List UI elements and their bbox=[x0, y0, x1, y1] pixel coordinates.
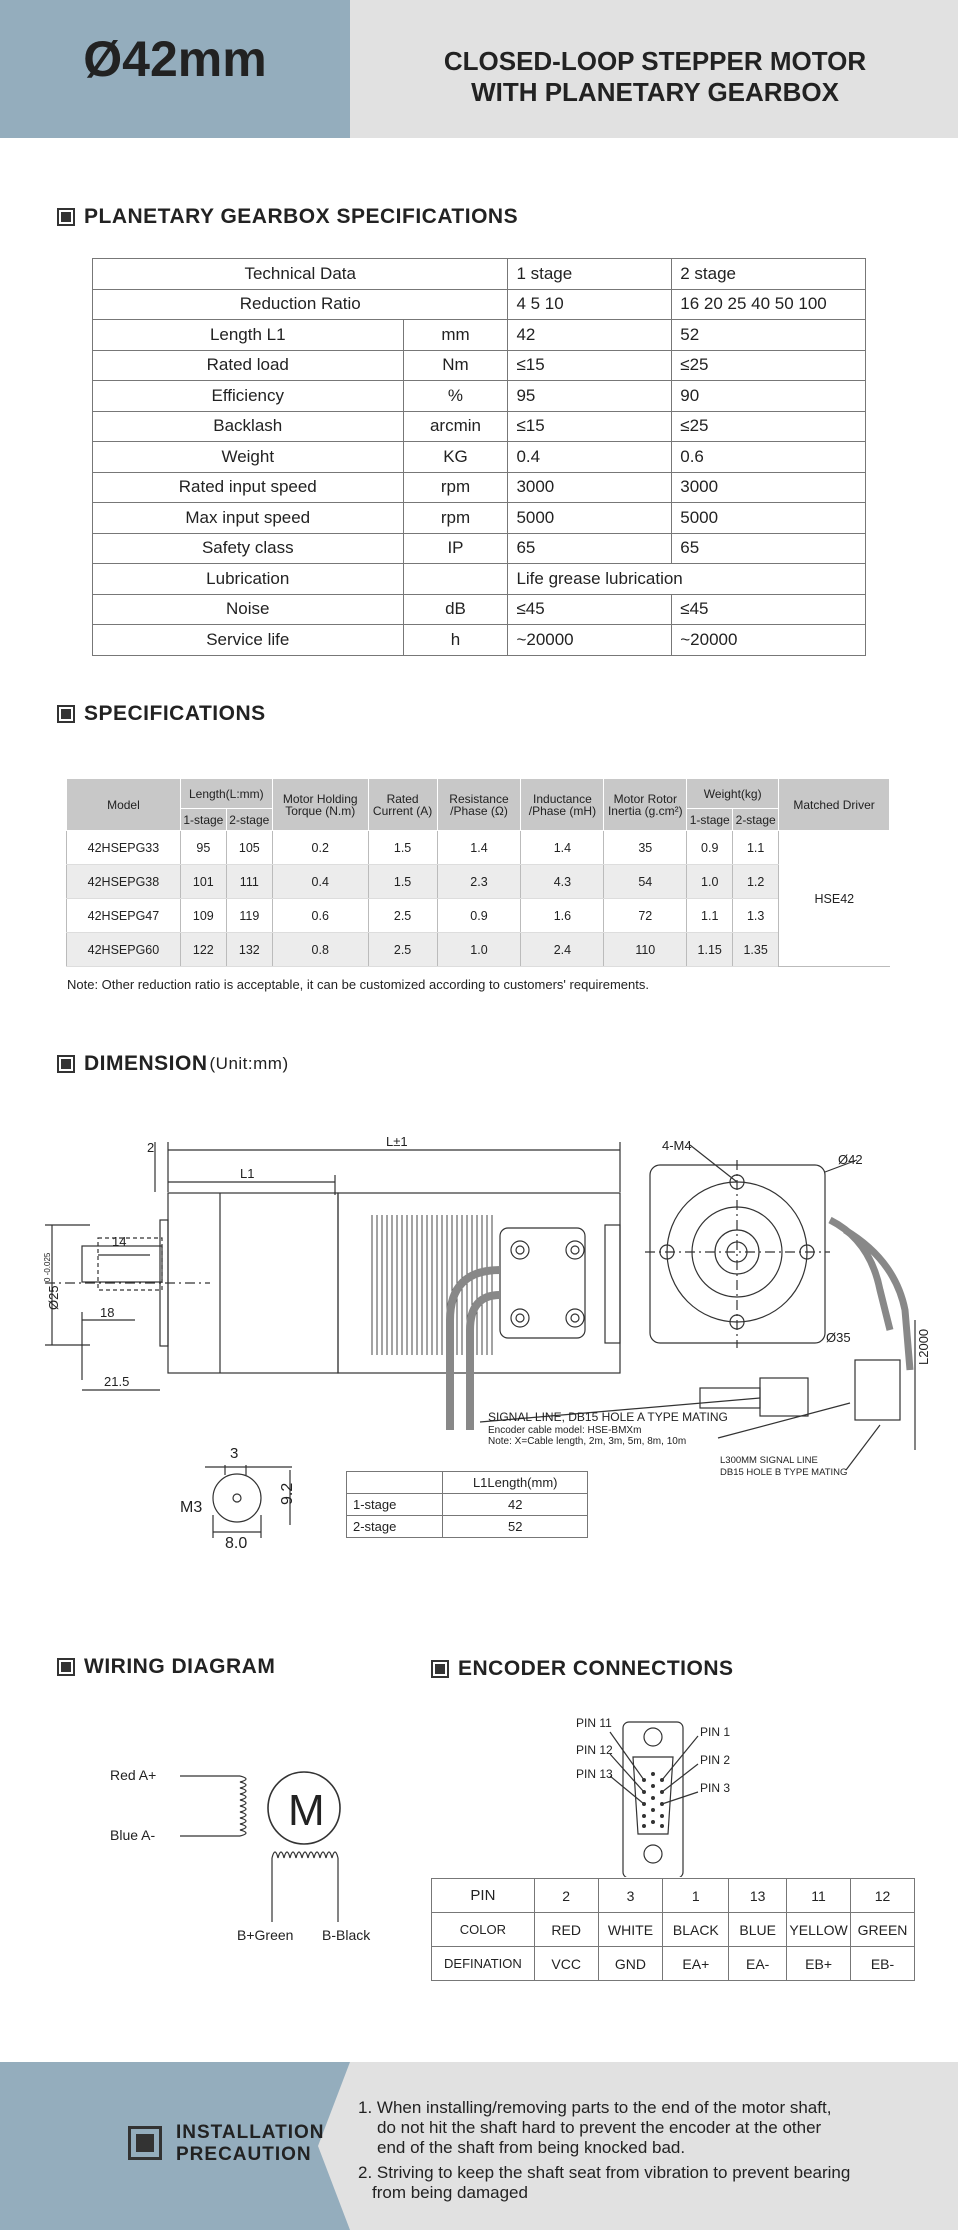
wiring-diagram bbox=[100, 1740, 400, 1950]
dim-label-2: 2 bbox=[147, 1140, 155, 1155]
dim-label-9-2: 9.2 bbox=[279, 1482, 296, 1505]
square-bullet-icon bbox=[431, 1660, 449, 1678]
dim-label-l-total: L±1 bbox=[386, 1134, 408, 1149]
matched-driver-cell: HSE42 bbox=[779, 831, 890, 967]
gearbox-cell: Rated input speed bbox=[93, 472, 404, 503]
gearbox-cell: 52 bbox=[672, 320, 866, 351]
spec-cell: 1.35 bbox=[733, 933, 779, 967]
spec-cell: 105 bbox=[226, 831, 272, 865]
precaution-text: 1. When installing/removing parts to the end of the motor shaft, bbox=[358, 2098, 832, 2117]
spec-cell: 109 bbox=[180, 899, 226, 933]
gearbox-cell: Service life bbox=[93, 625, 404, 656]
spec-cell: 101 bbox=[180, 865, 226, 899]
precaution-item-1 bbox=[358, 2098, 831, 2158]
motor-size-title: Ø42mm bbox=[83, 31, 267, 87]
spec-cell: 1.0 bbox=[687, 865, 733, 899]
precaution-label-line2: PRECAUTION bbox=[176, 2144, 312, 2165]
gearbox-cell: ≤45 bbox=[672, 594, 866, 625]
spec-header-length-stage1: 1-stage bbox=[180, 809, 226, 831]
wire-label-black: B-Black bbox=[322, 1927, 371, 1943]
spec-cell: 95 bbox=[180, 831, 226, 865]
gearbox-heading-text: PLANETARY GEARBOX SPECIFICATIONS bbox=[84, 205, 519, 228]
gearbox-cell: Weight bbox=[93, 442, 404, 473]
spec-cell: 1.15 bbox=[687, 933, 733, 967]
gearbox-cell: Lubrication bbox=[93, 564, 404, 595]
pin-cell: BLACK bbox=[663, 1913, 729, 1947]
customization-note: Note: Other reduction ratio is acceptable, it can be customized according to customers' requirements. bbox=[67, 977, 649, 992]
gearbox-row bbox=[93, 564, 866, 595]
pin13-label: PIN 13 bbox=[576, 1767, 613, 1781]
pin-cell: EB+ bbox=[787, 1947, 851, 1981]
gearbox-cell: 65 bbox=[672, 533, 866, 564]
dim-label-14: 14 bbox=[112, 1234, 127, 1249]
gearbox-row bbox=[93, 442, 866, 473]
spec-cell: 1.5 bbox=[368, 865, 437, 899]
dim-label-l1: L1 bbox=[240, 1166, 255, 1181]
l1-table-value: 52 bbox=[443, 1516, 588, 1538]
gearbox-cell bbox=[403, 564, 508, 595]
pin-row bbox=[432, 1947, 915, 1981]
gearbox-cell: dB bbox=[403, 594, 508, 625]
precaution-text: end of the shaft from being knocked bad. bbox=[377, 2138, 686, 2157]
dim-label-shaft-dia: Ø25 bbox=[46, 1285, 61, 1310]
spec-row bbox=[67, 831, 890, 865]
l1-table-stage: 2-stage bbox=[347, 1516, 443, 1538]
wire-label-green: B+Green bbox=[237, 1927, 294, 1943]
pin-cell: BLUE bbox=[729, 1913, 787, 1947]
pin-row-label: PIN bbox=[432, 1879, 535, 1913]
precaution-label bbox=[176, 2122, 325, 2166]
precaution-icon bbox=[128, 2126, 162, 2160]
spec-cell: 2.4 bbox=[521, 933, 604, 967]
spec-header-model: Model bbox=[67, 779, 181, 831]
spec-cell: 122 bbox=[180, 933, 226, 967]
spec-header-inductance: Inductance /Phase (mH) bbox=[521, 779, 604, 831]
spec-header-weight-stage2: 2-stage bbox=[733, 809, 779, 831]
l1-table-value: 42 bbox=[443, 1494, 588, 1516]
gearbox-row bbox=[93, 472, 866, 503]
square-bullet-icon bbox=[57, 705, 75, 723]
gearbox-cell: 16 20 25 40 50 100 bbox=[672, 289, 866, 320]
spec-cell: 35 bbox=[604, 831, 687, 865]
gearbox-cell: 0.6 bbox=[672, 442, 866, 473]
pin-cell: 1 bbox=[663, 1879, 729, 1913]
gearbox-row bbox=[93, 625, 866, 656]
spec-cell: 54 bbox=[604, 865, 687, 899]
spec-cell: 110 bbox=[604, 933, 687, 967]
gearbox-cell: Reduction Ratio bbox=[93, 289, 508, 320]
spec-header-torque: Motor Holding Torque (N.m) bbox=[272, 779, 368, 831]
l1-table-header: L1Length(mm) bbox=[443, 1472, 588, 1494]
signal-line-title: SIGNAL LINE, DB15 HOLE A TYPE MATING bbox=[488, 1410, 728, 1424]
pin3-label: PIN 3 bbox=[700, 1781, 731, 1795]
gearbox-cell: ~20000 bbox=[508, 625, 672, 656]
spec-cell: 1.6 bbox=[521, 899, 604, 933]
spec-cell: 0.4 bbox=[272, 865, 368, 899]
dim-label-4m4: 4-M4 bbox=[662, 1138, 692, 1153]
gearbox-cell: Nm bbox=[403, 350, 508, 381]
gearbox-cell: 90 bbox=[672, 381, 866, 412]
spec-cell: 42HSEPG33 bbox=[67, 831, 181, 865]
precaution-text: 2. Striving to keep the shaft seat from vibration to prevent bearing bbox=[358, 2163, 851, 2182]
dim-label-d35: Ø35 bbox=[826, 1330, 851, 1345]
gearbox-cell: ≤15 bbox=[508, 411, 672, 442]
gearbox-cell: h bbox=[403, 625, 508, 656]
pin11-label: PIN 11 bbox=[576, 1716, 612, 1730]
gearbox-cell: arcmin bbox=[403, 411, 508, 442]
pin-cell: 12 bbox=[851, 1879, 915, 1913]
pin-cell: EA+ bbox=[663, 1947, 729, 1981]
pin-row-label: COLOR bbox=[432, 1913, 535, 1947]
spec-cell: 42HSEPG60 bbox=[67, 933, 181, 967]
motor-symbol: M bbox=[288, 1786, 325, 1835]
dimension-heading-text: DIMENSION bbox=[84, 1052, 208, 1075]
pin-cell: EB- bbox=[851, 1947, 915, 1981]
dim-label-l2000: L2000 bbox=[916, 1328, 931, 1365]
gearbox-cell: 42 bbox=[508, 320, 672, 351]
l1-table-stage: 1-stage bbox=[347, 1494, 443, 1516]
gearbox-row bbox=[93, 350, 866, 381]
gearbox-cell: KG bbox=[403, 442, 508, 473]
gearbox-spec-table bbox=[92, 258, 866, 656]
spec-cell: 1.3 bbox=[733, 899, 779, 933]
spec-cell: 1.4 bbox=[521, 831, 604, 865]
wire-label-blue: Blue A- bbox=[110, 1827, 156, 1843]
pin-cell: 13 bbox=[729, 1879, 787, 1913]
gearbox-cell: Backlash bbox=[93, 411, 404, 442]
spec-cell: 111 bbox=[226, 865, 272, 899]
pin2-label: PIN 2 bbox=[700, 1753, 731, 1767]
gearbox-cell: ≤45 bbox=[508, 594, 672, 625]
encoder-pin-table bbox=[431, 1878, 915, 1981]
spec-cell: 0.2 bbox=[272, 831, 368, 865]
square-bullet-icon bbox=[57, 1055, 75, 1073]
signal-line-model: Encoder cable model: HSE-BMXm bbox=[488, 1425, 642, 1436]
spec-cell: 2.5 bbox=[368, 899, 437, 933]
pin-cell: RED bbox=[534, 1913, 598, 1947]
gearbox-row bbox=[93, 411, 866, 442]
gearbox-cell: Rated load bbox=[93, 350, 404, 381]
gearbox-row bbox=[93, 533, 866, 564]
spec-header-weight-stage1: 1-stage bbox=[687, 809, 733, 831]
gearbox-cell: Length L1 bbox=[93, 320, 404, 351]
specifications-section-heading bbox=[57, 702, 266, 726]
gearbox-cell: Safety class bbox=[93, 533, 404, 564]
spec-cell: 119 bbox=[226, 899, 272, 933]
gearbox-cell: 4 5 10 bbox=[508, 289, 672, 320]
spec-header-resistance: Resistance /Phase (Ω) bbox=[437, 779, 521, 831]
spec-cell: 0.9 bbox=[687, 831, 733, 865]
pin-cell: 2 bbox=[534, 1879, 598, 1913]
gearbox-row bbox=[93, 503, 866, 534]
specifications-heading-text: SPECIFICATIONS bbox=[84, 702, 266, 725]
dim-label-21-5: 21.5 bbox=[104, 1374, 130, 1389]
precaution-item-2 bbox=[358, 2163, 850, 2203]
gearbox-cell: 5000 bbox=[508, 503, 672, 534]
pin-row-label: DEFINATION bbox=[432, 1947, 535, 1981]
spec-row bbox=[67, 865, 890, 899]
spec-cell: 1.5 bbox=[368, 831, 437, 865]
spec-cell: 1.0 bbox=[437, 933, 521, 967]
pin-cell: YELLOW bbox=[787, 1913, 851, 1947]
spec-row bbox=[67, 933, 890, 967]
gearbox-cell: Noise bbox=[93, 594, 404, 625]
pin1-label: PIN 1 bbox=[700, 1725, 731, 1739]
spec-cell: 1.1 bbox=[733, 831, 779, 865]
gearbox-cell: 5000 bbox=[672, 503, 866, 534]
pin-cell: VCC bbox=[534, 1947, 598, 1981]
specifications-table bbox=[66, 778, 890, 967]
gearbox-cell: Efficiency bbox=[93, 381, 404, 412]
product-title-line1: CLOSED-LOOP STEPPER MOTOR bbox=[443, 46, 867, 76]
dim-label-3: 3 bbox=[230, 1445, 239, 1462]
l1-table-blank bbox=[347, 1472, 443, 1494]
dim-label-m3: M3 bbox=[180, 1499, 203, 1516]
gearbox-row bbox=[93, 289, 866, 320]
spec-cell: 0.8 bbox=[272, 933, 368, 967]
gearbox-cell: Max input speed bbox=[93, 503, 404, 534]
dim-label-shaft-tol: 0 -0.025 bbox=[43, 1252, 52, 1282]
dim-label-d42: Ø42 bbox=[838, 1152, 863, 1167]
l1-length-table bbox=[346, 1471, 588, 1538]
dimension-unit-text: (Unit:mm) bbox=[209, 1054, 289, 1073]
spec-header-inertia: Motor Rotor Inertia (g.cm²) bbox=[604, 779, 687, 831]
gearbox-row bbox=[93, 320, 866, 351]
encoder-section-heading bbox=[431, 1657, 734, 1681]
gearbox-cell: 0.4 bbox=[508, 442, 672, 473]
pin-row bbox=[432, 1913, 915, 1947]
spec-cell: 0.6 bbox=[272, 899, 368, 933]
gearbox-cell: ≤25 bbox=[672, 350, 866, 381]
precaution-label-line1: INSTALLATION bbox=[176, 2122, 325, 2143]
spec-cell: 1.2 bbox=[733, 865, 779, 899]
wiring-section-heading bbox=[57, 1655, 275, 1679]
spec-cell: 42HSEPG47 bbox=[67, 899, 181, 933]
spec-cell: 0.9 bbox=[437, 899, 521, 933]
precaution-text: from being damaged bbox=[372, 2183, 528, 2202]
gearbox-cell: Technical Data bbox=[93, 259, 508, 290]
pin-cell: EA- bbox=[729, 1947, 787, 1981]
spec-cell: 1.1 bbox=[687, 899, 733, 933]
product-title-line2: WITH PLANETARY GEARBOX bbox=[471, 77, 839, 107]
gearbox-row bbox=[93, 381, 866, 412]
gearbox-cell: % bbox=[403, 381, 508, 412]
gearbox-cell: 65 bbox=[508, 533, 672, 564]
gearbox-cell: rpm bbox=[403, 503, 508, 534]
spec-header-length: Length(L:mm) bbox=[180, 779, 272, 809]
spec-row bbox=[67, 899, 890, 933]
gearbox-cell: 3000 bbox=[508, 472, 672, 503]
pin-cell: 3 bbox=[598, 1879, 663, 1913]
square-bullet-icon bbox=[57, 1658, 75, 1676]
pin-cell: GND bbox=[598, 1947, 663, 1981]
gearbox-cell: ≤15 bbox=[508, 350, 672, 381]
pin-row bbox=[432, 1879, 915, 1913]
gearbox-cell: ≤25 bbox=[672, 411, 866, 442]
spec-header-weight: Weight(kg) bbox=[687, 779, 779, 809]
gearbox-cell: Life grease lubrication bbox=[508, 564, 866, 595]
gearbox-cell: 95 bbox=[508, 381, 672, 412]
spec-header-current: Rated Current (A) bbox=[368, 779, 437, 831]
pin-cell: 11 bbox=[787, 1879, 851, 1913]
spec-cell: 2.3 bbox=[437, 865, 521, 899]
gearbox-cell: 1 stage bbox=[508, 259, 672, 290]
precaution-text: do not hit the shaft hard to prevent the encoder at the other bbox=[377, 2118, 822, 2137]
pin-cell: WHITE bbox=[598, 1913, 663, 1947]
gearbox-cell: mm bbox=[403, 320, 508, 351]
gearbox-row bbox=[93, 259, 866, 290]
pin-cell: GREEN bbox=[851, 1913, 915, 1947]
wiring-heading-text: WIRING DIAGRAM bbox=[84, 1655, 276, 1678]
signal-line-note: Note: X=Cable length, 2m, 3m, 5m, 8m, 10m bbox=[488, 1436, 687, 1447]
spec-cell: 1.4 bbox=[437, 831, 521, 865]
dim-label-18: 18 bbox=[100, 1305, 115, 1320]
spec-header-length-stage2: 2-stage bbox=[226, 809, 272, 831]
spec-header-driver: Matched Driver bbox=[779, 779, 890, 831]
spec-cell: 4.3 bbox=[521, 865, 604, 899]
square-bullet-icon bbox=[57, 208, 75, 226]
gearbox-cell: rpm bbox=[403, 472, 508, 503]
l300-label-1: L300MM SIGNAL LINE bbox=[720, 1455, 818, 1466]
spec-cell: 42HSEPG38 bbox=[67, 865, 181, 899]
gearbox-cell: IP bbox=[403, 533, 508, 564]
wire-label-red: Red A+ bbox=[110, 1767, 157, 1783]
gearbox-cell: 2 stage bbox=[672, 259, 866, 290]
gearbox-row bbox=[93, 594, 866, 625]
spec-cell: 72 bbox=[604, 899, 687, 933]
db15-connector-diagram bbox=[570, 1712, 750, 1877]
dim-label-8-0: 8.0 bbox=[225, 1535, 248, 1552]
gearbox-cell: ~20000 bbox=[672, 625, 866, 656]
spec-cell: 2.5 bbox=[368, 933, 437, 967]
gearbox-cell: 3000 bbox=[672, 472, 866, 503]
l300-label-2: DB15 HOLE B TYPE MATING bbox=[720, 1467, 848, 1478]
dimension-section-heading bbox=[57, 1052, 289, 1076]
spec-cell: 132 bbox=[226, 933, 272, 967]
pin12-label: PIN 12 bbox=[576, 1743, 613, 1757]
encoder-heading-text: ENCODER CONNECTIONS bbox=[458, 1657, 734, 1680]
gearbox-section-heading bbox=[57, 205, 518, 229]
